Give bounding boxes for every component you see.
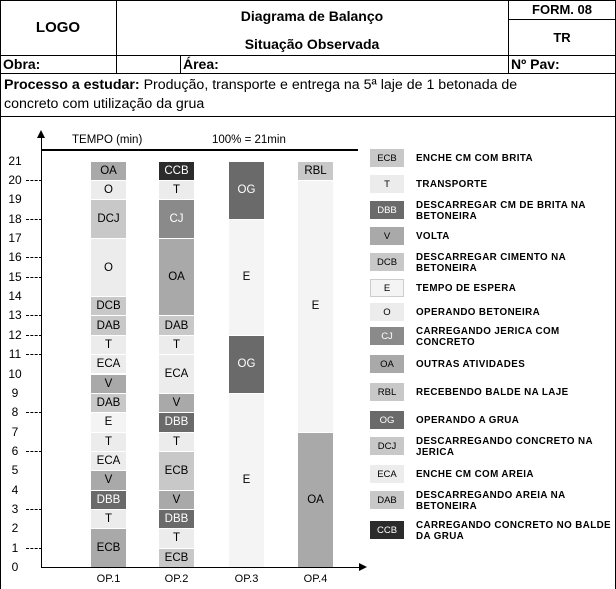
bar-segment-rbl: RBL	[298, 161, 333, 180]
gridline	[26, 548, 42, 549]
legend-label: DESCARREGAR CM DE BRITA NA BETONEIRA	[416, 200, 586, 222]
process-line2: concreto com utilização da grua	[4, 96, 205, 112]
gridline	[26, 180, 42, 181]
y-tick-label: 13	[8, 308, 22, 323]
legend-swatch: O	[370, 303, 404, 321]
gridline	[26, 335, 42, 336]
process-label: Processo a estudar:	[4, 77, 140, 93]
bar-segment-oa: OA	[298, 432, 333, 567]
gridline	[26, 451, 42, 452]
legend-swatch: DBB	[370, 201, 404, 219]
legend-swatch: DCJ	[370, 437, 404, 455]
gridline	[26, 219, 42, 220]
bar-segment-o: O	[91, 238, 126, 296]
gridline	[26, 354, 42, 355]
legend-label: OPERANDO BETONEIRA	[416, 307, 541, 318]
y-tick-label: 10	[8, 366, 22, 381]
legend-label: ENCHE CM COM AREIA	[416, 469, 534, 480]
legend-swatch: OA	[370, 355, 404, 373]
bar-segment-og: OG	[229, 335, 264, 393]
x-tick-label: OP.2	[164, 573, 189, 585]
y-tick-label: 8	[11, 405, 19, 420]
process-description	[4, 76, 517, 95]
y-tick-label: 11	[8, 347, 22, 362]
bar-segment-dbb: DBB	[91, 490, 126, 509]
bar-segment-t: T	[91, 335, 126, 354]
y-tick-label: 14	[8, 289, 22, 304]
bar-segment-dab: DAB	[91, 315, 126, 334]
x-tick-label: OP.4	[303, 573, 328, 585]
y-tick-label: 4	[11, 482, 19, 497]
bar-segment-dcj: DCJ	[91, 199, 126, 238]
bar-segment-cj: CJ	[159, 199, 194, 238]
frame-left	[0, 0, 1, 589]
legend-label: DESCARREGANDO AREIA NA BETONEIRA	[416, 490, 566, 512]
bar-segment-v: V	[91, 470, 126, 489]
x-axis-arrow-icon	[359, 563, 367, 571]
legend-label: VOLTA	[416, 231, 450, 242]
obra-label: Obra:	[3, 56, 41, 72]
bar-segment-v: V	[159, 490, 194, 509]
y-tick-label: 1	[11, 540, 19, 555]
legend-label: OUTRAS ATIVIDADES	[416, 359, 526, 370]
bar-segment-ccb: CCB	[159, 161, 194, 180]
legend-swatch: CCB	[370, 521, 404, 539]
y-tick-label: 3	[11, 501, 19, 516]
legend-label: DESCARREGAR CIMENTO NA BETONEIRA	[416, 252, 566, 274]
y-tick-label: 9	[11, 385, 19, 400]
bar-segment-t: T	[91, 509, 126, 528]
bar-segment-e: E	[229, 393, 264, 567]
y-tick-label: 5	[11, 463, 19, 478]
legend-label: CARREGANDO JERICA COM CONCRETO	[416, 326, 560, 348]
chart-title: TEMPO (min)	[72, 134, 143, 146]
gridline	[26, 412, 42, 413]
bar-segment-og: OG	[229, 161, 264, 219]
legend-swatch: DCB	[370, 253, 404, 271]
chart-note: 100% = 21min	[212, 134, 286, 146]
bar-segment-dbb: DBB	[159, 509, 194, 528]
pav-label: Nº Pav:	[511, 56, 560, 72]
bar-segment-ecb: ECB	[159, 451, 194, 490]
process-line1: Produção, transporte e entrega na 5ª laje de 1 betonada de	[139, 77, 518, 93]
legend-swatch: DAB	[370, 491, 404, 509]
page-title: Diagrama de Balanço	[240, 8, 384, 24]
bar-segment-dcb: DCB	[91, 296, 126, 315]
form-number: FORM. 08	[532, 2, 592, 17]
obra-bottom-line	[0, 73, 616, 74]
bar-segment-e: E	[298, 180, 333, 432]
y-axis	[41, 136, 42, 568]
legend-label: TRANSPORTE	[416, 179, 488, 190]
legend-swatch: OG	[370, 411, 404, 429]
y-tick-label: 0	[11, 560, 19, 574]
y-tick-label: 2	[11, 521, 19, 536]
legend-swatch: T	[370, 175, 404, 193]
y-tick-label: 20	[8, 173, 22, 187]
bar-segment-v: V	[159, 393, 194, 412]
y-tick-label: 19	[8, 192, 22, 207]
gridline	[26, 315, 42, 316]
bar-segment-eca: ECA	[159, 354, 194, 393]
x-tick-label: OP.1	[96, 573, 121, 585]
legend-swatch: E	[370, 279, 404, 297]
bar-segment-ecb: ECB	[91, 528, 126, 567]
bar-segment-eca: ECA	[91, 451, 126, 470]
y-tick-label: 18	[8, 211, 22, 226]
logo: LOGO	[35, 19, 81, 36]
bar-segment-dab: DAB	[91, 393, 126, 412]
gridline	[26, 257, 42, 258]
process-bottom-line	[0, 116, 616, 117]
bar-segment-t: T	[159, 180, 194, 199]
bar-segment-e: E	[229, 219, 264, 335]
gridline	[26, 277, 42, 278]
bar-segment-eca: ECA	[91, 354, 126, 373]
y-tick-label: 21	[8, 153, 22, 168]
legend-label: ENCHE CM COM BRITA	[416, 153, 533, 164]
legend-swatch: CJ	[370, 327, 404, 345]
legend-swatch: ECA	[370, 465, 404, 483]
bar-segment-t: T	[159, 528, 194, 547]
legend-label: CARREGANDO CONCRETO NO BALDE DA GRUA	[416, 520, 611, 542]
bar-segment-dbb: DBB	[159, 412, 194, 431]
area-divider	[180, 55, 181, 73]
bar-segment-ecb: ECB	[159, 548, 194, 567]
legend-label: TEMPO DE ESPERA	[416, 283, 517, 294]
y-tick-label: 6	[11, 443, 19, 458]
legend-swatch: V	[370, 227, 404, 245]
x-axis	[41, 567, 360, 568]
x-tick-label: OP.3	[234, 573, 259, 585]
y-tick-label: 17	[8, 231, 22, 246]
area-label: Área:	[183, 56, 219, 72]
bar-segment-t: T	[159, 432, 194, 451]
legend-label: RECEBENDO BALDE NA LAJE	[416, 387, 569, 398]
bar-segment-v: V	[91, 374, 126, 393]
legend-swatch: ECB	[370, 149, 404, 167]
bar-segment-oa: OA	[91, 161, 126, 180]
page-subtitle: Situação Observada	[244, 36, 380, 52]
bar-segment-e: E	[91, 412, 126, 431]
legend-label: DESCARREGANDO CONCRETO NA JERICA	[416, 436, 593, 458]
bar-segment-t: T	[91, 432, 126, 451]
y-tick-label: 7	[11, 424, 19, 439]
y-tick-label: 12	[8, 327, 22, 342]
legend-label: OPERANDO A GRUA	[416, 415, 520, 426]
max-time-line	[41, 149, 358, 151]
bar-segment-dab: DAB	[159, 315, 194, 334]
bar-segment-oa: OA	[159, 238, 194, 315]
legend-swatch: RBL	[370, 383, 404, 401]
y-tick-label: 16	[8, 250, 22, 265]
gridline	[26, 509, 42, 510]
bar-segment-o: O	[91, 180, 126, 199]
y-tick-label: 15	[8, 269, 22, 284]
bar-segment-t: T	[159, 335, 194, 354]
form-code: TR	[553, 30, 571, 45]
